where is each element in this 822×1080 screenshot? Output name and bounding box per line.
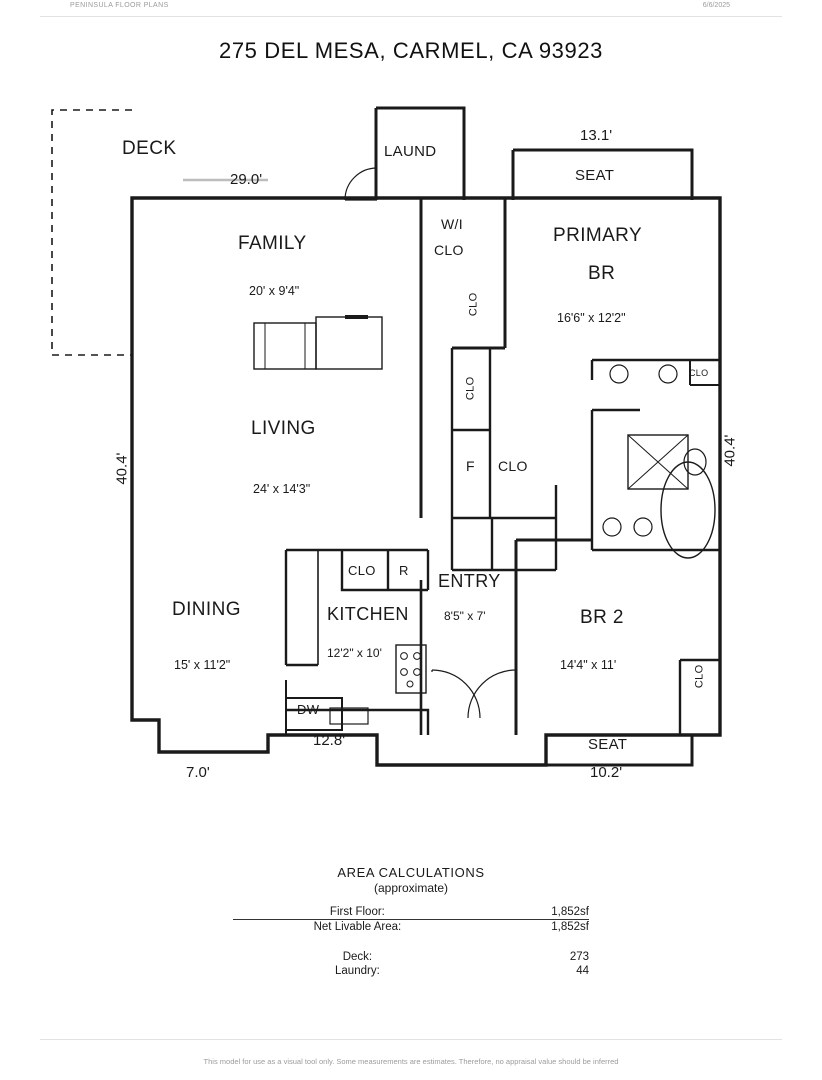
room-dim-kitchen: 12'2" x 10' (327, 646, 382, 660)
label-furnace: F (466, 458, 475, 474)
label-closet-4: CLO (498, 458, 528, 474)
area-label: First Floor: (233, 905, 482, 920)
dim-bottom-right: 10.2' (590, 764, 623, 781)
area-calculations (0, 865, 822, 978)
room-dim-primary: 16'6" x 12'2" (557, 311, 626, 325)
room-dim-living: 24' x 14'3" (253, 482, 311, 496)
label-closet-br2: CLO (693, 664, 706, 689)
room-label-primary: PRIMARY (553, 225, 643, 246)
area-calc-title: AREA CALCULATIONS (337, 865, 485, 880)
label-closet-2: CLO (464, 376, 477, 401)
area-calc-subtitle: (approximate) (373, 881, 449, 895)
room-label-laundry: LAUND (384, 143, 437, 160)
label-closet-bath: CLO (689, 368, 709, 378)
deck-outline (52, 110, 132, 355)
room-label-kitchen: KITCHEN (327, 604, 409, 624)
room-dim-br2: 14'4" x 11' (560, 658, 617, 672)
table-row (233, 920, 589, 935)
floor-plan-drawing (0, 80, 822, 820)
area-label: Laundry: (335, 965, 380, 977)
label-dishwasher: DW (297, 702, 320, 717)
footer-disclaimer: This model for use as a visual tool only. Some measurements are estimates. Therefore, no appraisal value should be inferred (203, 1057, 619, 1066)
room-label-deck: DECK (122, 138, 177, 159)
area-value: 1,852sf (482, 905, 589, 920)
area-value: 1,852sf (551, 921, 589, 933)
footer-divider (40, 1039, 782, 1040)
area-label: Deck: (342, 951, 373, 963)
room-label-family: FAMILY (238, 233, 307, 254)
header-date: 6/6/2025 (702, 2, 730, 9)
header-company: PENINSULA FLOOR PLANS (70, 2, 169, 9)
label-refrigerator: R (399, 563, 409, 578)
table-row (233, 964, 589, 978)
label-closet-kitchen: CLO (348, 563, 376, 578)
label-closet-1: CLO (467, 292, 480, 317)
header-divider (40, 16, 782, 17)
label-wi: W/I (441, 216, 463, 232)
label-seat-bottom: SEAT (588, 736, 628, 753)
room-label-living: LIVING (251, 418, 316, 439)
room-label-dining: DINING (172, 599, 241, 620)
room-dim-dining: 15' x 11'2" (174, 658, 231, 672)
dim-top-right: 13.1' (580, 127, 613, 144)
dim-bottom-left: 7.0' (186, 764, 210, 781)
area-value: 44 (576, 965, 589, 977)
area-calc-table (233, 905, 589, 978)
room-label-entry: ENTRY (438, 571, 501, 591)
label-wi-closet: CLO (434, 242, 464, 258)
room-label-primary-br: BR (588, 263, 616, 284)
area-label: Net Livable Area: (313, 921, 402, 933)
label-seat-top: SEAT (575, 167, 615, 184)
dim-top-left: 29.0' (230, 171, 263, 188)
table-spacer (233, 934, 589, 950)
room-dim-entry: 8'5" x 7' (444, 609, 486, 623)
dim-right: 40.4' (721, 434, 739, 467)
dim-bottom-mid: 12.8' (313, 732, 346, 749)
dim-left: 40.4' (113, 452, 131, 485)
table-row (233, 905, 589, 920)
table-row (233, 950, 589, 964)
room-dim-family: 20' x 9'4" (249, 284, 300, 298)
room-label-br2: BR 2 (580, 607, 624, 628)
area-value: 273 (569, 951, 589, 963)
page-title: 275 DEL MESA, CARMEL, CA 93923 (218, 38, 604, 63)
